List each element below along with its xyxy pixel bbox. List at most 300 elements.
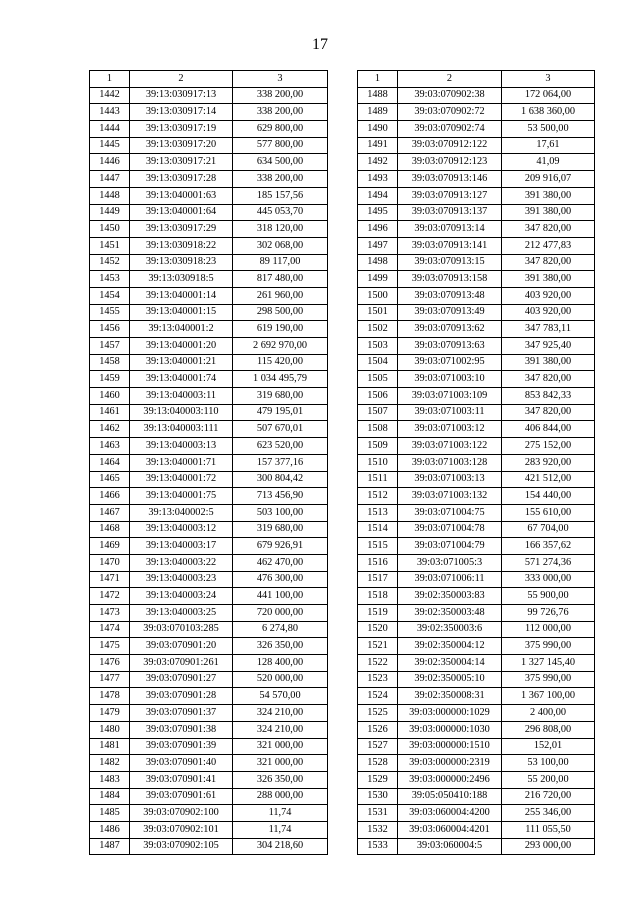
- cadastral-number: 39:03:070902:72: [398, 104, 502, 121]
- row-number: 1508: [358, 421, 398, 438]
- table-row: [358, 154, 595, 171]
- row-number: 1483: [90, 771, 130, 788]
- table-row: [90, 404, 328, 421]
- value: 111 055,50: [502, 821, 595, 838]
- row-number: 1520: [358, 621, 398, 638]
- page-number: 17: [312, 36, 328, 53]
- value: 476 300,00: [233, 571, 328, 588]
- row-number: 1455: [90, 304, 130, 321]
- row-number: 1486: [90, 821, 130, 838]
- table-row: [358, 488, 595, 505]
- table-row: [358, 121, 595, 138]
- value: 154 440,00: [502, 488, 595, 505]
- table-row: [90, 287, 328, 304]
- cadastral-number: 39:03:070902:101: [130, 821, 233, 838]
- row-number: 1511: [358, 471, 398, 488]
- table-row: [358, 605, 595, 622]
- table-row: [358, 187, 595, 204]
- table-row: [358, 87, 595, 104]
- table-row: [358, 454, 595, 471]
- column-header: 3: [233, 71, 328, 88]
- table-row: [90, 705, 328, 722]
- row-number: 1532: [358, 821, 398, 838]
- row-number: 1525: [358, 705, 398, 722]
- row-number: 1514: [358, 521, 398, 538]
- cadastral-number: 39:03:071002:95: [398, 354, 502, 371]
- value: 347 820,00: [502, 404, 595, 421]
- row-number: 1513: [358, 504, 398, 521]
- table-row: [90, 521, 328, 538]
- table-row: [358, 137, 595, 154]
- cadastral-number: 39:13:040001:72: [130, 471, 233, 488]
- value: 275 152,00: [502, 438, 595, 455]
- table-row: [90, 838, 328, 855]
- cadastral-number: 39:13:030917:21: [130, 154, 233, 171]
- row-number: 1517: [358, 571, 398, 588]
- cadastral-number: 39:13:040001:71: [130, 454, 233, 471]
- table-row: [358, 438, 595, 455]
- row-number: 1488: [358, 87, 398, 104]
- cadastral-number: 39:03:070902:105: [130, 838, 233, 855]
- cadastral-number: 39:03:071003:13: [398, 471, 502, 488]
- table-row: [358, 521, 595, 538]
- cadastral-number: 39:03:000000:1029: [398, 705, 502, 722]
- table-row: [90, 738, 328, 755]
- value: 333 000,00: [502, 571, 595, 588]
- value: 115 420,00: [233, 354, 328, 371]
- table-row: [358, 287, 595, 304]
- row-number: 1462: [90, 421, 130, 438]
- cadastral-number: 39:03:070913:49: [398, 304, 502, 321]
- row-number: 1492: [358, 154, 398, 171]
- cadastral-number: 39:13:030918:23: [130, 254, 233, 271]
- table-header-row: [358, 71, 595, 88]
- table-row: [358, 321, 595, 338]
- value: 853 842,33: [502, 388, 595, 405]
- table-row: [358, 588, 595, 605]
- cadastral-number: 39:03:071003:109: [398, 388, 502, 405]
- row-number: 1501: [358, 304, 398, 321]
- table-row: [358, 571, 595, 588]
- value: 2 400,00: [502, 705, 595, 722]
- row-number: 1481: [90, 738, 130, 755]
- row-number: 1478: [90, 688, 130, 705]
- value: 319 680,00: [233, 388, 328, 405]
- value: 324 210,00: [233, 705, 328, 722]
- table-row: [90, 471, 328, 488]
- table-row: [90, 304, 328, 321]
- table-row: [90, 321, 328, 338]
- value: 623 520,00: [233, 438, 328, 455]
- value: 185 157,56: [233, 187, 328, 204]
- value: 302 068,00: [233, 237, 328, 254]
- table-row: [90, 388, 328, 405]
- value: 441 100,00: [233, 588, 328, 605]
- table-row: [358, 788, 595, 805]
- row-number: 1458: [90, 354, 130, 371]
- cadastral-number: 39:03:000000:1030: [398, 721, 502, 738]
- table-row: [90, 121, 328, 138]
- value: 1 327 145,40: [502, 655, 595, 672]
- row-number: 1524: [358, 688, 398, 705]
- row-number: 1529: [358, 771, 398, 788]
- cadastral-number: 39:03:070913:48: [398, 287, 502, 304]
- value: 55 200,00: [502, 771, 595, 788]
- cadastral-number: 39:13:030917:13: [130, 87, 233, 104]
- table-row: [358, 104, 595, 121]
- value: 375 990,00: [502, 638, 595, 655]
- value: 577 800,00: [233, 137, 328, 154]
- value: 216 720,00: [502, 788, 595, 805]
- table-row: [90, 788, 328, 805]
- table-row: [358, 671, 595, 688]
- value: 571 274,36: [502, 554, 595, 571]
- table-row: [358, 638, 595, 655]
- row-number: 1466: [90, 488, 130, 505]
- row-number: 1469: [90, 538, 130, 555]
- value: 1 638 360,00: [502, 104, 595, 121]
- value: 421 512,00: [502, 471, 595, 488]
- cadastral-number: 39:03:070901:261: [130, 655, 233, 672]
- row-number: 1451: [90, 237, 130, 254]
- row-number: 1450: [90, 221, 130, 238]
- value: 296 808,00: [502, 721, 595, 738]
- cadastral-number: 39:03:071004:75: [398, 504, 502, 521]
- table-row: [90, 621, 328, 638]
- table-row: [90, 454, 328, 471]
- cadastral-number: 39:13:030918:5: [130, 271, 233, 288]
- value: 99 726,76: [502, 605, 595, 622]
- cadastral-number: 39:13:040001:14: [130, 287, 233, 304]
- table-row: [358, 721, 595, 738]
- column-header: 1: [358, 71, 398, 88]
- table-row: [358, 471, 595, 488]
- table-row: [90, 755, 328, 772]
- row-number: 1527: [358, 738, 398, 755]
- table-row: [358, 338, 595, 355]
- cadastral-number: 39:03:070902:100: [130, 805, 233, 822]
- table-row: [358, 688, 595, 705]
- cadastral-number: 39:13:030917:20: [130, 137, 233, 154]
- table-row: [358, 404, 595, 421]
- cadastral-table-left: [89, 70, 328, 855]
- row-number: 1528: [358, 755, 398, 772]
- cadastral-number: 39:03:060004:4200: [398, 805, 502, 822]
- value: 634 500,00: [233, 154, 328, 171]
- row-number: 1494: [358, 187, 398, 204]
- cadastral-number: 39:03:071003:132: [398, 488, 502, 505]
- row-number: 1499: [358, 271, 398, 288]
- row-number: 1522: [358, 655, 398, 672]
- table-row: [358, 254, 595, 271]
- table-row: [358, 421, 595, 438]
- value: 391 380,00: [502, 271, 595, 288]
- value: 288 000,00: [233, 788, 328, 805]
- row-number: 1482: [90, 755, 130, 772]
- table-row: [90, 638, 328, 655]
- cadastral-number: 39:03:070901:61: [130, 788, 233, 805]
- row-number: 1533: [358, 838, 398, 855]
- table-row: [90, 721, 328, 738]
- row-number: 1490: [358, 121, 398, 138]
- table-row: [90, 204, 328, 221]
- value: 503 100,00: [233, 504, 328, 521]
- table-row: [358, 805, 595, 822]
- table-row: [90, 671, 328, 688]
- value: 166 357,62: [502, 538, 595, 555]
- row-number: 1472: [90, 588, 130, 605]
- row-number: 1491: [358, 137, 398, 154]
- row-number: 1516: [358, 554, 398, 571]
- value: 347 820,00: [502, 254, 595, 271]
- cadastral-number: 39:03:071004:78: [398, 521, 502, 538]
- value: 112 000,00: [502, 621, 595, 638]
- cadastral-number: 39:03:000000:2496: [398, 771, 502, 788]
- row-number: 1521: [358, 638, 398, 655]
- value: 720 000,00: [233, 605, 328, 622]
- table-row: [90, 805, 328, 822]
- table-row: [90, 421, 328, 438]
- row-number: 1523: [358, 671, 398, 688]
- cadastral-number: 39:03:071004:79: [398, 538, 502, 555]
- value: 261 960,00: [233, 287, 328, 304]
- table-row: [90, 371, 328, 388]
- value: 403 920,00: [502, 287, 595, 304]
- value: 713 456,90: [233, 488, 328, 505]
- value: 155 610,00: [502, 504, 595, 521]
- row-number: 1489: [358, 104, 398, 121]
- table-row: [358, 271, 595, 288]
- cadastral-number: 39:02:350005:10: [398, 671, 502, 688]
- cadastral-number: 39:13:030917:19: [130, 121, 233, 138]
- value: 298 500,00: [233, 304, 328, 321]
- cadastral-number: 39:13:040003:13: [130, 438, 233, 455]
- cadastral-number: 39:13:040003:12: [130, 521, 233, 538]
- value: 445 053,70: [233, 204, 328, 221]
- value: 338 200,00: [233, 104, 328, 121]
- cadastral-number: 39:03:070901:28: [130, 688, 233, 705]
- value: 520 000,00: [233, 671, 328, 688]
- value: 347 925,40: [502, 338, 595, 355]
- row-number: 1479: [90, 705, 130, 722]
- cadastral-number: 39:13:040003:22: [130, 554, 233, 571]
- row-number: 1480: [90, 721, 130, 738]
- table-row: [90, 538, 328, 555]
- value: 375 990,00: [502, 671, 595, 688]
- table-row: [358, 237, 595, 254]
- column-header: 3: [502, 71, 595, 88]
- cadastral-number: 39:13:030917:29: [130, 221, 233, 238]
- value: 324 210,00: [233, 721, 328, 738]
- row-number: 1446: [90, 154, 130, 171]
- cadastral-number: 39:13:040001:75: [130, 488, 233, 505]
- value: 2 692 970,00: [233, 338, 328, 355]
- table-row: [90, 137, 328, 154]
- cadastral-number: 39:03:060004:4201: [398, 821, 502, 838]
- table-row: [90, 87, 328, 104]
- cadastral-number: 39:03:070901:39: [130, 738, 233, 755]
- row-number: 1484: [90, 788, 130, 805]
- value: 629 800,00: [233, 121, 328, 138]
- cadastral-number: 39:13:040003:24: [130, 588, 233, 605]
- cadastral-number: 39:03:071005:3: [398, 554, 502, 571]
- table-row: [90, 605, 328, 622]
- value: 479 195,01: [233, 404, 328, 421]
- table-row: [358, 554, 595, 571]
- column-header: 2: [130, 71, 233, 88]
- cadastral-number: 39:03:070901:20: [130, 638, 233, 655]
- value: 817 480,00: [233, 271, 328, 288]
- row-number: 1518: [358, 588, 398, 605]
- table-row: [358, 838, 595, 855]
- value: 391 380,00: [502, 204, 595, 221]
- cadastral-number: 39:02:350003:83: [398, 588, 502, 605]
- value: 212 477,83: [502, 237, 595, 254]
- row-number: 1496: [358, 221, 398, 238]
- cadastral-number: 39:02:350003:48: [398, 605, 502, 622]
- row-number: 1456: [90, 321, 130, 338]
- table-row: [90, 187, 328, 204]
- table-row: [358, 538, 595, 555]
- cadastral-number: 39:13:040001:2: [130, 321, 233, 338]
- cadastral-number: 39:03:070913:146: [398, 171, 502, 188]
- cadastral-number: 39:03:070913:127: [398, 187, 502, 204]
- cadastral-number: 39:13:040001:20: [130, 338, 233, 355]
- row-number: 1459: [90, 371, 130, 388]
- cadastral-number: 39:13:030917:28: [130, 171, 233, 188]
- table-row: [358, 621, 595, 638]
- row-number: 1463: [90, 438, 130, 455]
- table-row: [358, 771, 595, 788]
- row-number: 1461: [90, 404, 130, 421]
- row-number: 1453: [90, 271, 130, 288]
- table-row: [90, 104, 328, 121]
- cadastral-number: 39:13:040003:11: [130, 388, 233, 405]
- table-header-row: [90, 71, 328, 88]
- table-row: [90, 354, 328, 371]
- cadastral-number: 39:03:000000:2319: [398, 755, 502, 772]
- column-header: 2: [398, 71, 502, 88]
- row-number: 1475: [90, 638, 130, 655]
- row-number: 1493: [358, 171, 398, 188]
- table-row: [358, 371, 595, 388]
- cadastral-number: 39:13:030918:22: [130, 237, 233, 254]
- table-row: [90, 254, 328, 271]
- cadastral-number: 39:03:070912:123: [398, 154, 502, 171]
- cadastral-number: 39:03:070913:15: [398, 254, 502, 271]
- value: 11,74: [233, 805, 328, 822]
- cadastral-number: 39:03:070913:137: [398, 204, 502, 221]
- table-row: [90, 688, 328, 705]
- table-row: [358, 171, 595, 188]
- row-number: 1507: [358, 404, 398, 421]
- row-number: 1510: [358, 454, 398, 471]
- cadastral-number: 39:03:071003:12: [398, 421, 502, 438]
- table-row: [90, 571, 328, 588]
- value: 326 350,00: [233, 771, 328, 788]
- row-number: 1502: [358, 321, 398, 338]
- cadastral-number: 39:02:350003:6: [398, 621, 502, 638]
- value: 347 820,00: [502, 221, 595, 238]
- row-number: 1530: [358, 788, 398, 805]
- cadastral-number: 39:03:070913:14: [398, 221, 502, 238]
- row-number: 1497: [358, 237, 398, 254]
- cadastral-number: 39:13:040003:17: [130, 538, 233, 555]
- table-row: [90, 271, 328, 288]
- row-number: 1500: [358, 287, 398, 304]
- cadastral-number: 39:03:070913:141: [398, 237, 502, 254]
- value: 67 704,00: [502, 521, 595, 538]
- cadastral-number: 39:03:070912:122: [398, 137, 502, 154]
- value: 391 380,00: [502, 187, 595, 204]
- row-number: 1485: [90, 805, 130, 822]
- row-number: 1445: [90, 137, 130, 154]
- value: 11,74: [233, 821, 328, 838]
- row-number: 1471: [90, 571, 130, 588]
- cadastral-number: 39:13:040001:21: [130, 354, 233, 371]
- table-row: [358, 388, 595, 405]
- table-row: [358, 504, 595, 521]
- cadastral-number: 39:13:040003:110: [130, 404, 233, 421]
- row-number: 1449: [90, 204, 130, 221]
- row-number: 1448: [90, 187, 130, 204]
- row-number: 1473: [90, 605, 130, 622]
- value: 54 570,00: [233, 688, 328, 705]
- value: 391 380,00: [502, 354, 595, 371]
- row-number: 1457: [90, 338, 130, 355]
- value: 326 350,00: [233, 638, 328, 655]
- table-row: [90, 504, 328, 521]
- table-row: [90, 655, 328, 672]
- table-row: [90, 221, 328, 238]
- value: 255 346,00: [502, 805, 595, 822]
- row-number: 1464: [90, 454, 130, 471]
- cadastral-number: 39:03:070103:285: [130, 621, 233, 638]
- value: 41,09: [502, 154, 595, 171]
- row-number: 1531: [358, 805, 398, 822]
- row-number: 1504: [358, 354, 398, 371]
- value: 172 064,00: [502, 87, 595, 104]
- row-number: 1447: [90, 171, 130, 188]
- value: 318 120,00: [233, 221, 328, 238]
- row-number: 1444: [90, 121, 130, 138]
- value: 53 100,00: [502, 755, 595, 772]
- cadastral-number: 39:03:070913:158: [398, 271, 502, 288]
- row-number: 1443: [90, 104, 130, 121]
- value: 347 783,11: [502, 321, 595, 338]
- cadastral-number: 39:13:040003:23: [130, 571, 233, 588]
- cadastral-number: 39:02:350004:14: [398, 655, 502, 672]
- value: 293 000,00: [502, 838, 595, 855]
- value: 53 500,00: [502, 121, 595, 138]
- cadastral-number: 39:13:040002:5: [130, 504, 233, 521]
- cadastral-number: 39:03:070913:63: [398, 338, 502, 355]
- table-row: [90, 821, 328, 838]
- table-row: [358, 354, 595, 371]
- table-row: [358, 705, 595, 722]
- value: 319 680,00: [233, 521, 328, 538]
- table-row: [358, 304, 595, 321]
- row-number: 1477: [90, 671, 130, 688]
- cadastral-number: 39:03:070901:40: [130, 755, 233, 772]
- row-number: 1512: [358, 488, 398, 505]
- cadastral-number: 39:03:070901:37: [130, 705, 233, 722]
- row-number: 1515: [358, 538, 398, 555]
- cadastral-number: 39:13:040003:111: [130, 421, 233, 438]
- cadastral-number: 39:05:050410:188: [398, 788, 502, 805]
- row-number: 1487: [90, 838, 130, 855]
- row-number: 1474: [90, 621, 130, 638]
